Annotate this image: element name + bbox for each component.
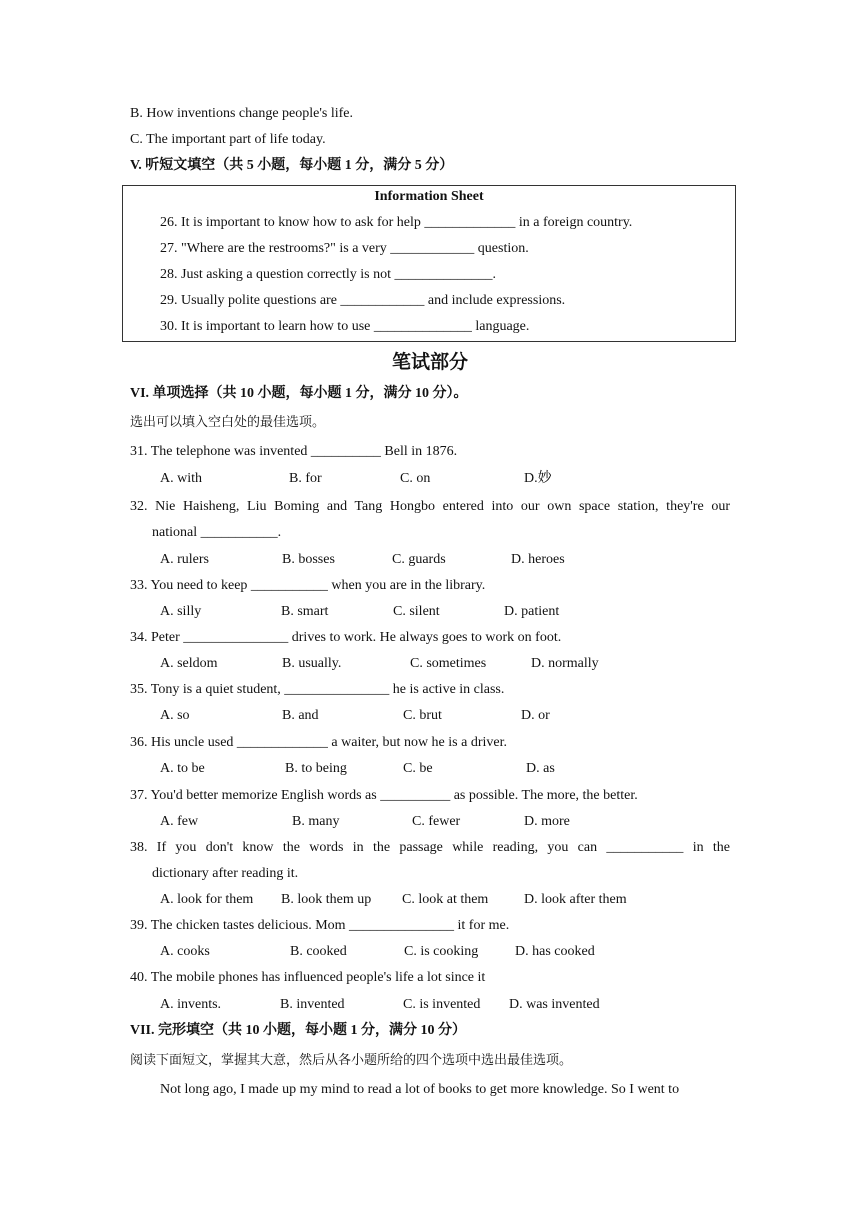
option-d: D. normally: [531, 656, 599, 671]
option-a: A. to be: [160, 761, 205, 776]
section-7-instruction: 阅读下面短文，掌握其大意，然后从各小题所给的四个选项中选出最佳选项。: [130, 1053, 573, 1068]
option-a: A. rulers: [160, 552, 209, 567]
section-6-instruction: 选出可以填入空白处的最佳选项。: [130, 415, 326, 430]
option-b: B. and: [282, 708, 319, 723]
question-40-options: [160, 996, 760, 1014]
option-d: D.妙: [524, 471, 552, 486]
information-sheet-box: [122, 185, 736, 342]
option-a: A. silly: [160, 604, 202, 619]
option-c: C. is cooking: [404, 944, 479, 959]
option-a: A. few: [160, 814, 199, 829]
option-c: C. fewer: [412, 814, 461, 829]
fill-item-30: 30. It is important to learn how to use ______________ language.: [160, 319, 530, 334]
section-5-title: V. 听短文填空（共 5 小题，每小题 1 分，满分 5 分）: [130, 158, 454, 173]
option-d: D. as: [526, 761, 555, 776]
question-34-options: [160, 655, 760, 673]
option-b-text: B. How inventions change people's life.: [130, 106, 353, 121]
option-c: C. on: [400, 471, 431, 486]
option-a: A. so: [160, 708, 190, 723]
question-38-stem: 38. If you don't know the words in the passage while reading, you can ___________ in the: [130, 840, 730, 855]
fill-item-27: 27. "Where are the restrooms?" is a very ____________ question.: [160, 241, 529, 256]
information-sheet-title: Information Sheet: [374, 189, 484, 204]
option-b: B. invented: [280, 997, 345, 1012]
option-a: A. with: [160, 471, 202, 486]
option-d: D. patient: [504, 604, 560, 619]
question-32-stem-continued: national ___________.: [152, 525, 282, 540]
option-c: C. brut: [403, 708, 442, 723]
question-39-options: [160, 943, 760, 961]
option-c: C. guards: [392, 552, 446, 567]
question-34-stem: 34. Peter _______________ drives to work. He always goes to work on foot.: [130, 630, 562, 645]
option-d: D. more: [524, 814, 570, 829]
option-b: B. many: [292, 814, 340, 829]
question-36-stem: 36. His uncle used _____________ a waiter, but now he is a driver.: [130, 735, 507, 750]
fill-item-28: 28. Just asking a question correctly is not ______________.: [160, 267, 496, 282]
section-6-title: VI. 单项选择（共 10 小题，每小题 1 分，满分 10 分）。: [130, 386, 468, 401]
option-a: A. look for them: [160, 892, 254, 907]
option-d: D. was invented: [509, 997, 600, 1012]
option-a: A. seldom: [160, 656, 218, 671]
question-33-stem: 33. You need to keep ___________ when you are in the library.: [130, 578, 486, 593]
option-c: C. is invented: [403, 997, 481, 1012]
option-d: D. look after them: [524, 892, 627, 907]
passage-first-line: Not long ago, I made up my mind to read a lot of books to get more knowledge. So I went to: [160, 1082, 680, 1097]
fill-item-29: 29. Usually polite questions are ____________ and include expressions.: [160, 293, 566, 308]
fill-item-26: 26. It is important to know how to ask for help _____________ in a foreign country.: [160, 215, 633, 230]
option-d: D. has cooked: [515, 944, 595, 959]
question-38-stem-continued: dictionary after reading it.: [152, 866, 299, 881]
written-part-heading: 笔试部分: [391, 351, 468, 373]
question-35-stem: 35. Tony is a quiet student, _______________ he is active in class.: [130, 682, 505, 697]
question-40-stem: 40. The mobile phones has influenced people's life a lot since it: [130, 970, 486, 985]
question-31-options: [160, 470, 760, 488]
option-b: B. for: [289, 471, 322, 486]
question-32-stem: 32. Nie Haisheng, Liu Boming and Tang Hongbo entered into our own space station, they're our: [130, 499, 730, 514]
section-7-title: VII. 完形填空（共 10 小题，每小题 1 分，满分 10 分）: [130, 1023, 467, 1038]
option-b: B. usually.: [282, 656, 342, 671]
option-b: B. smart: [281, 604, 329, 619]
option-a: A. cooks: [160, 944, 210, 959]
question-31-stem: 31. The telephone was invented __________ Bell in 1876.: [130, 444, 458, 459]
question-33-options: [160, 603, 760, 621]
option-d: D. or: [521, 708, 550, 723]
option-c: C. silent: [393, 604, 440, 619]
question-38-options: [160, 891, 760, 909]
option-c: C. be: [403, 761, 433, 776]
option-b: B. look them up: [281, 892, 372, 907]
question-37-stem: 37. You'd better memorize English words as __________ as possible. The more, the better.: [130, 788, 638, 803]
question-32-options: [160, 551, 760, 569]
question-39-stem: 39. The chicken tastes delicious. Mom _______________ it for me.: [130, 918, 510, 933]
option-c-text: C. The important part of life today.: [130, 132, 326, 147]
question-35-options: [160, 707, 760, 725]
option-c: C. look at them: [402, 892, 489, 907]
question-36-options: [160, 760, 760, 778]
option-b: B. bosses: [282, 552, 335, 567]
option-b: B. cooked: [290, 944, 347, 959]
option-c: C. sometimes: [410, 656, 487, 671]
question-37-options: [160, 813, 760, 831]
option-b: B. to being: [285, 761, 347, 776]
option-d: D. heroes: [511, 552, 565, 567]
option-a: A. invents.: [160, 997, 222, 1012]
